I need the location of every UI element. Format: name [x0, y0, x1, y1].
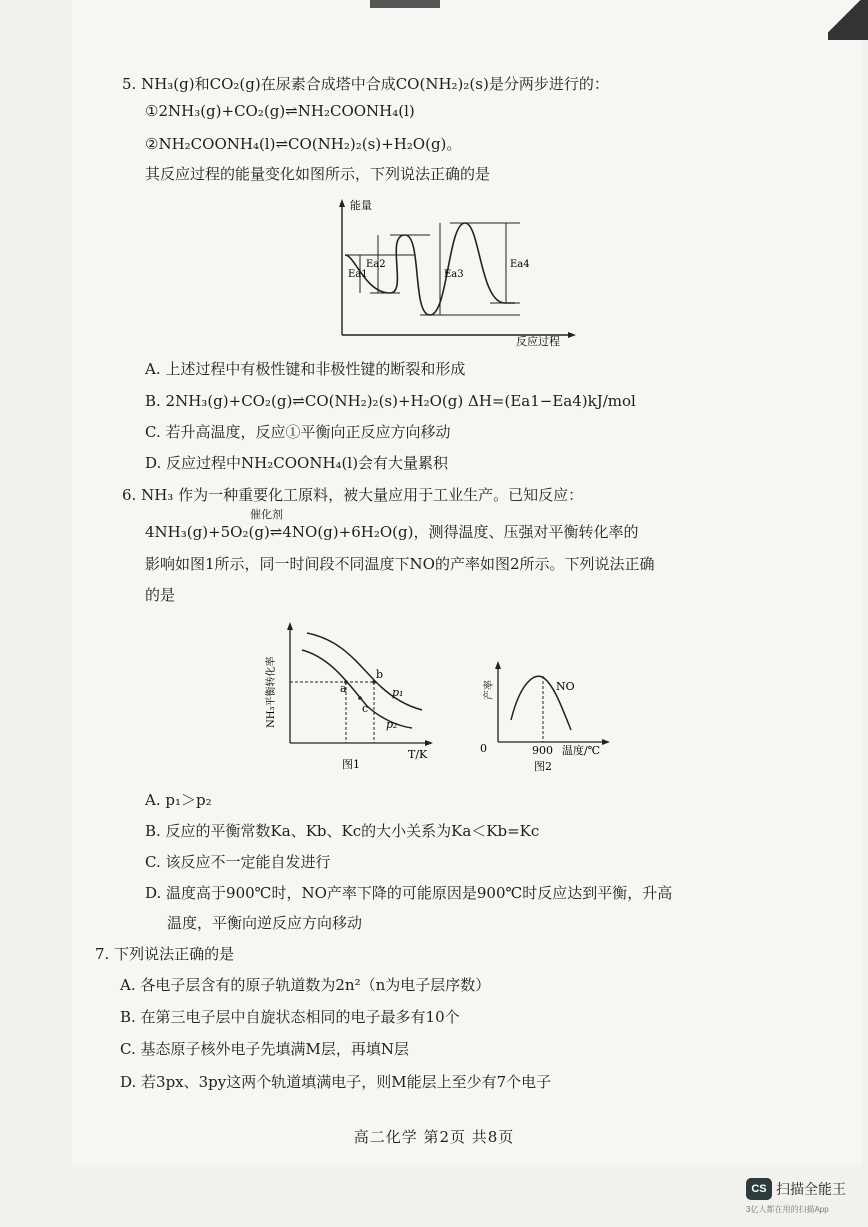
fig1-ylabel: NH₃平衡转化率 [266, 656, 277, 728]
fig2-xlabel: 温度/℃ [562, 744, 601, 757]
catalyst-label: 催化剂 [250, 508, 283, 521]
q6-option-d-line2: 温度，平衡向逆反应方向移动 [167, 914, 363, 932]
fig1-caption: 图1 [342, 758, 360, 771]
q5-stem: 5. NH₃(g)和CO₂(g)在尿素合成塔中合成CO(NH₂)₂(s)是分两步进行的： [122, 75, 609, 93]
energy-diagram [330, 195, 580, 350]
figure1-conversion-chart [262, 618, 442, 773]
curve-p1: p₁ [392, 686, 404, 699]
point-a: a [340, 682, 347, 695]
scanner-brand-name: 扫描全能王 [776, 1181, 846, 1197]
ea3-label: Ea3 [444, 269, 464, 280]
scanner-logo-icon: CS [746, 1178, 772, 1200]
scanner-watermark [746, 1176, 864, 1220]
point-c: c [362, 702, 369, 715]
q5-option-c: C. 若升高温度，反应①平衡向正反应方向移动 [145, 423, 451, 441]
q6-stem: 6. NH₃ 作为一种重要化工原料，被大量应用于工业生产。已知反应： [122, 486, 584, 504]
q7-option-a: A. 各电子层含有的原子轨道数为2n²（n为电子层序数） [120, 976, 491, 994]
fig2-tick: 900 [532, 744, 553, 757]
q6-option-b: B. 反应的平衡常数Ka、Kb、Kc的大小关系为Ka＜Kb=Kc [145, 822, 540, 840]
q7-stem: 7. 下列说法正确的是 [95, 945, 235, 963]
fig2-curve-no: NO [556, 680, 575, 693]
page-footer: 高二化学 第2页 共8页 [353, 1128, 515, 1146]
scanner-brand-tagline: 3亿人都在用的扫描App [746, 1205, 829, 1214]
figure2-no-yield-chart [476, 660, 626, 778]
q5-prompt: 其反应过程的能量变化如图所示，下列说法正确的是 [145, 165, 491, 183]
q6-equation: 4NH₃(g)+5O₂(g)⇌4NO(g)+6H₂O(g)，测得温度、压强对平衡转化率的 [145, 523, 639, 541]
q5-step2: ②NH₂COONH₄(l)⇌CO(NH₂)₂(s)+H₂O(g)。 [145, 135, 462, 153]
q5-option-a: A. 上述过程中有极性键和非极性键的断裂和形成 [145, 360, 466, 378]
reaction-axis-label: 反应过程 [516, 335, 560, 348]
energy-axis-label: 能量 [350, 199, 372, 212]
ea1-label: Ea1 [348, 269, 368, 280]
ea2-label: Ea2 [366, 259, 386, 270]
binder-mark [370, 0, 440, 8]
q7-option-b: B. 在第三电子层中自旋状态相同的电子最多有10个 [120, 1008, 460, 1026]
q6-line2: 影响如图1所示，同一时间段不同温度下NO的产率如图2所示。下列说法正确 [145, 555, 655, 573]
q6-option-d-line1: D. 温度高于900℃时，NO产率下降的可能原因是900℃时反应达到平衡，升高 [145, 884, 673, 902]
fig2-origin: 0 [480, 742, 487, 755]
q5-option-d: D. 反应过程中NH₂COONH₄(l)会有大量累积 [145, 454, 449, 472]
q5-option-b: B. 2NH₃(g)+CO₂(g)⇌CO(NH₂)₂(s)+H₂O(g) ΔH=(Ea1−Ea4)kJ/mol [145, 392, 636, 410]
curve-p2: p₂ [386, 718, 398, 731]
q7-option-c: C. 基态原子核外电子先填满M层，再填N层 [120, 1040, 409, 1058]
page-corner-shadow [828, 0, 868, 40]
ea4-label: Ea4 [510, 259, 530, 270]
fig1-xlabel: T/K [408, 748, 428, 761]
q6-option-a: A. p₁＞p₂ [145, 791, 212, 809]
q6-option-c: C. 该反应不一定能自发进行 [145, 853, 331, 871]
point-b: b [376, 668, 384, 681]
q6-line3: 的是 [145, 586, 176, 604]
fig2-ylabel: 产率 [484, 680, 495, 700]
q7-option-d: D. 若3px、3py这两个轨道填满电子，则M能层上至少有7个电子 [120, 1073, 552, 1091]
q5-step1: ①2NH₃(g)+CO₂(g)⇌NH₂COONH₄(l) [145, 102, 415, 120]
fig2-caption: 图2 [534, 760, 552, 773]
